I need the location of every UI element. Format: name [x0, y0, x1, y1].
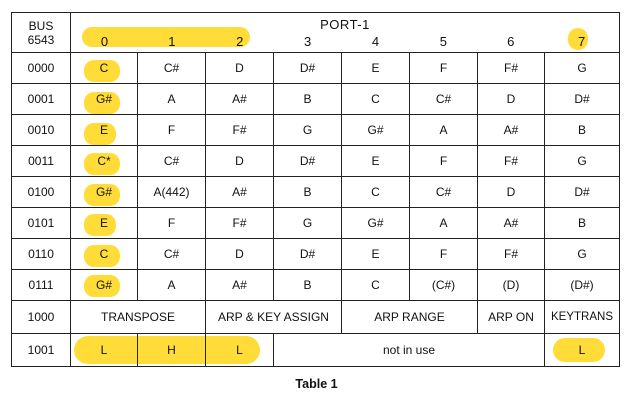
bus-header-label: BUS — [28, 18, 54, 33]
note-cell: F# — [478, 146, 545, 177]
note-cell: G — [545, 146, 620, 177]
note-cell: G# — [342, 115, 410, 146]
note-cell: A# — [478, 208, 545, 239]
note-cell: E — [342, 53, 410, 84]
note-cell: C — [71, 239, 138, 270]
note-cell: C — [342, 177, 410, 208]
note-cell: E — [342, 239, 410, 270]
bus-code: 0111 — [12, 270, 71, 301]
transpose-cell: TRANSPOSE — [71, 301, 206, 334]
note-cell: E — [71, 115, 138, 146]
note-cell: D# — [274, 53, 342, 84]
note-cell: C# — [138, 239, 206, 270]
bus-code: 1000 — [12, 301, 71, 334]
table-caption: Table 1 — [295, 377, 338, 391]
port-col-6: 6 — [507, 33, 515, 49]
note-cell: F# — [478, 239, 545, 270]
note-cell: G# — [342, 208, 410, 239]
note-cell: A — [138, 84, 206, 115]
note-cell: D — [206, 239, 274, 270]
note-cell: F# — [206, 208, 274, 239]
note-cell: B — [545, 115, 620, 146]
table-row — [12, 115, 620, 146]
bus-code: 0100 — [12, 177, 71, 208]
table-row — [12, 53, 620, 84]
note-cell: G — [545, 53, 620, 84]
note-cell: G — [545, 239, 620, 270]
note-cell: C# — [410, 177, 478, 208]
note-cell: G# — [71, 177, 138, 208]
note-cell: C — [342, 270, 410, 301]
bus-port-table — [11, 12, 620, 367]
table-row — [12, 208, 620, 239]
note-cell: F — [410, 53, 478, 84]
note-cell: B — [274, 177, 342, 208]
arp-on-cell: ARP ON — [478, 301, 545, 334]
note-cell: F — [410, 146, 478, 177]
note-cell: D — [206, 53, 274, 84]
keytrans-cell: KEYTRANS — [545, 301, 620, 334]
table-row — [12, 239, 620, 270]
bus-code: 0011 — [12, 146, 71, 177]
table-row — [12, 177, 620, 208]
note-cell: F — [138, 115, 206, 146]
bus-code: 0101 — [12, 208, 71, 239]
note-cell: D# — [274, 239, 342, 270]
note-cell: L — [71, 334, 138, 367]
note-cell: A(442) — [138, 177, 206, 208]
port-col-2: 2 — [236, 33, 244, 49]
bus-code: 1001 — [12, 334, 71, 367]
note-cell: (D#) — [545, 270, 620, 301]
note-cell: C* — [71, 146, 138, 177]
note-cell: C# — [138, 53, 206, 84]
table-row-1000 — [12, 301, 620, 334]
note-cell: A# — [206, 270, 274, 301]
table-row — [12, 270, 620, 301]
note-cell: D# — [545, 177, 620, 208]
note-cell: F — [410, 239, 478, 270]
note-cell: F# — [478, 53, 545, 84]
port-col-3: 3 — [303, 33, 312, 49]
note-cell: D — [206, 146, 274, 177]
arp-range-cell: ARP RANGE — [342, 301, 478, 334]
arp-key-assign-cell: ARP & KEY ASSIGN — [206, 301, 342, 334]
port-column-numbers — [71, 34, 619, 49]
note-cell: C# — [138, 146, 206, 177]
note-cell: A — [410, 208, 478, 239]
port-col-7: 7 — [577, 33, 586, 49]
note-cell: A — [410, 115, 478, 146]
note-cell: D# — [274, 146, 342, 177]
note-cell: D — [478, 84, 545, 115]
note-cell: B — [274, 84, 342, 115]
table-row-1001 — [12, 334, 620, 367]
port-col-4: 4 — [371, 33, 380, 49]
note-cell: G — [274, 115, 342, 146]
port-col-1: 1 — [168, 33, 176, 49]
bus-code: 0010 — [12, 115, 71, 146]
note-cell: A# — [206, 177, 274, 208]
port-col-5: 5 — [439, 33, 447, 49]
port-title: PORT-1 — [320, 16, 370, 32]
note-cell: F# — [206, 115, 274, 146]
not-in-use-cell: not in use — [274, 334, 545, 367]
note-cell: A# — [206, 84, 274, 115]
table-row — [12, 84, 620, 115]
note-cell: C — [71, 53, 138, 84]
port-col-0: 0 — [100, 33, 109, 49]
note-cell: (C#) — [410, 270, 478, 301]
note-cell: (D) — [478, 270, 545, 301]
note-cell: B — [545, 208, 620, 239]
note-cell: E — [71, 208, 138, 239]
note-cell: G — [274, 208, 342, 239]
bus-code: 0110 — [12, 239, 71, 270]
note-cell: D# — [545, 84, 620, 115]
port-header — [71, 13, 620, 53]
note-cell: D — [478, 177, 545, 208]
note-cell: A — [138, 270, 206, 301]
bus-code: 0000 — [12, 53, 71, 84]
table-row — [12, 146, 620, 177]
note-cell: B — [274, 270, 342, 301]
note-cell: L — [206, 334, 274, 367]
note-cell: E — [342, 146, 410, 177]
note-cell: C — [342, 84, 410, 115]
bus-header-bits: 6543 — [27, 32, 55, 47]
note-cell: F — [138, 208, 206, 239]
note-cell: L — [545, 334, 620, 367]
bus-header — [12, 13, 71, 53]
note-cell: G# — [71, 270, 138, 301]
note-cell: A# — [478, 115, 545, 146]
note-cell: C# — [410, 84, 478, 115]
bus-code: 0001 — [12, 84, 71, 115]
note-cell: G# — [71, 84, 138, 115]
note-cell: H — [138, 334, 206, 367]
